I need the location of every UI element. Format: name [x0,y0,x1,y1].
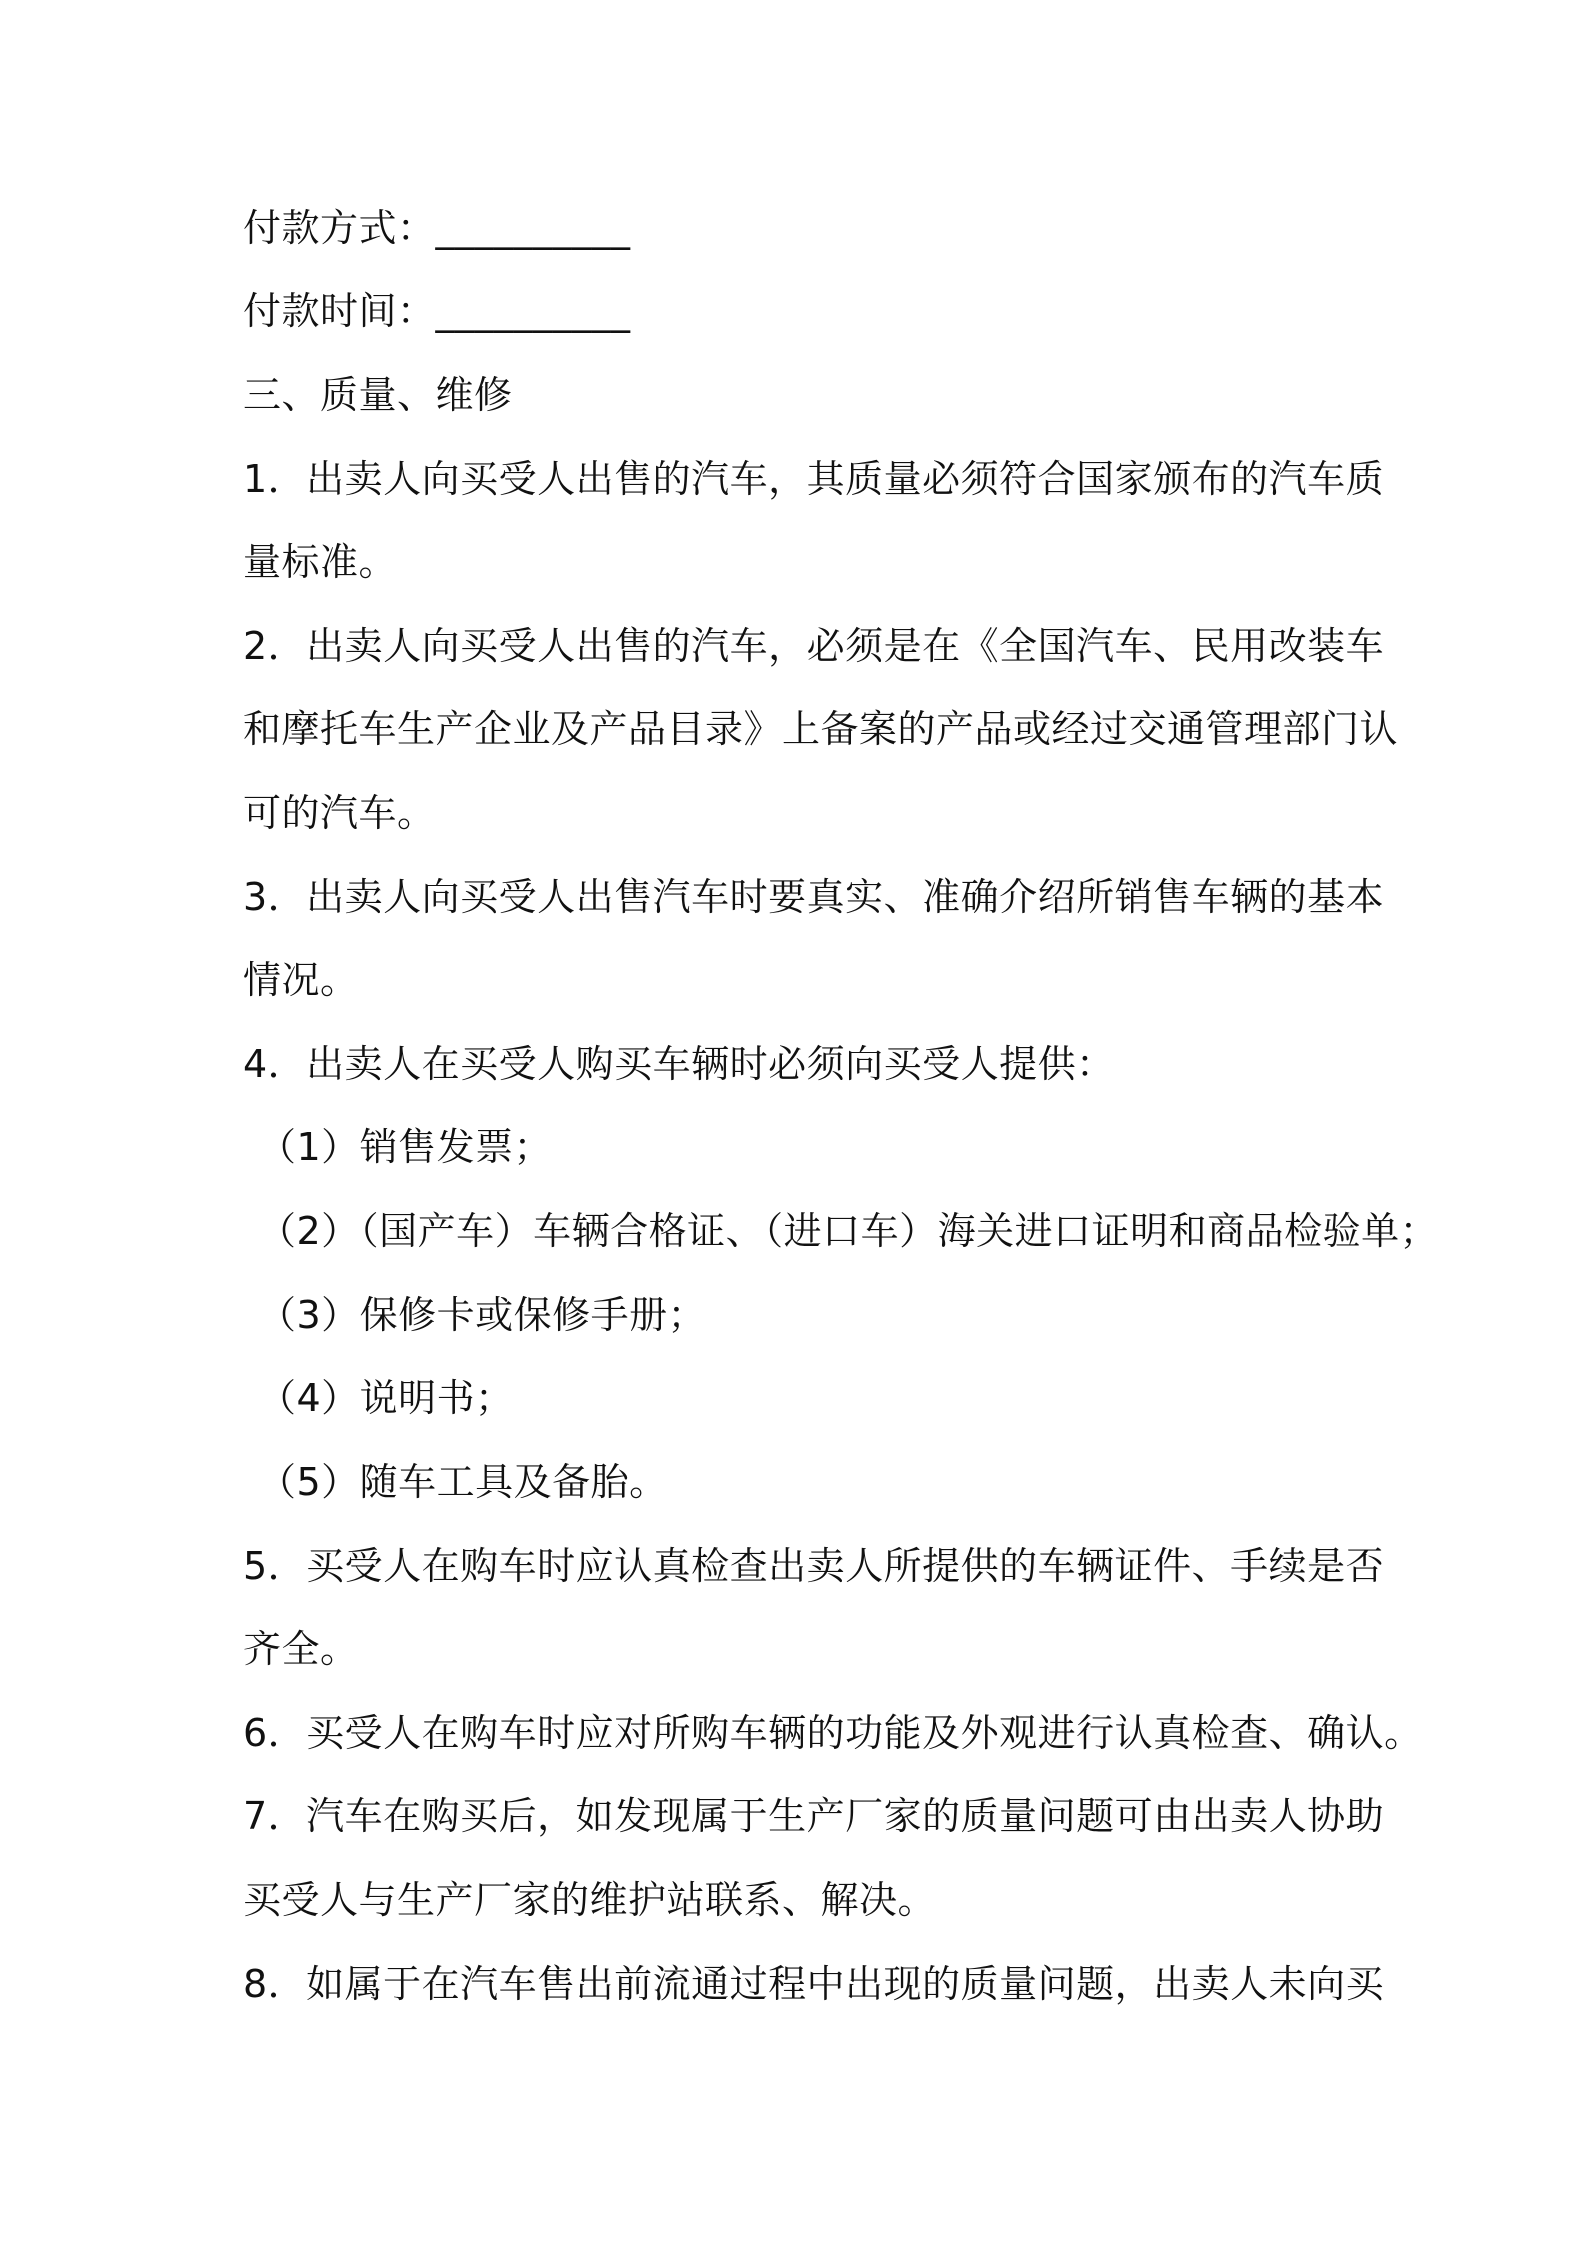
paragraph-line: 8．如属于在汽车售出前流通过程中出现的质量问题，出卖人未向买 [243,1962,1385,2006]
section-heading: 三、质量、维修 [243,373,513,417]
paragraph-line: 和摩托车生产企业及产品目录》上备案的产品或经过交通管理部门认 [243,707,1399,751]
paragraph-line: 2．出卖人向买受人出售的汽车，必须是在《全国汽车、民用改装车 [243,624,1385,668]
list-item: （1）销售发票； [258,1125,553,1169]
paragraph-line: 量标准。 [243,540,398,584]
paragraph-line: 齐全。 [243,1627,359,1671]
paragraph-line: 可的汽车。 [243,791,436,835]
payment-time-line: 付款时间：__________ [243,289,631,333]
paragraph-line: 6．买受人在购车时应对所购车辆的功能及外观进行认真检查、确认。 [243,1711,1423,1755]
paragraph-line: 买受人与生产厂家的维护站联系、解决。 [243,1878,937,1922]
paragraph-line: 1．出卖人向买受人出售的汽车，其质量必须符合国家颁布的汽车质 [243,457,1385,501]
list-item: （3）保修卡或保修手册； [258,1293,707,1337]
paragraph-line: 5．买受人在购车时应认真检查出卖人所提供的车辆证件、手续是否 [243,1544,1385,1588]
payment-method-line: 付款方式：__________ [243,206,631,250]
paragraph-line: 3．出卖人向买受人出售汽车时要真实、准确介绍所销售车辆的基本 [243,875,1385,919]
paragraph-line: 情况。 [243,958,359,1002]
list-item: （4）说明书； [258,1376,514,1420]
paragraph-line: 7．汽车在购买后，如发现属于生产厂家的质量问题可由出卖人协助 [243,1794,1385,1838]
paragraph-line: 4．出卖人在买受人购买车辆时必须向买受人提供： [243,1042,1115,1086]
list-item: （2）（国产车）车辆合格证、（进口车）海关进口证明和商品检验单； [258,1209,1439,1253]
list-item: （5）随车工具及备胎。 [258,1460,668,1504]
